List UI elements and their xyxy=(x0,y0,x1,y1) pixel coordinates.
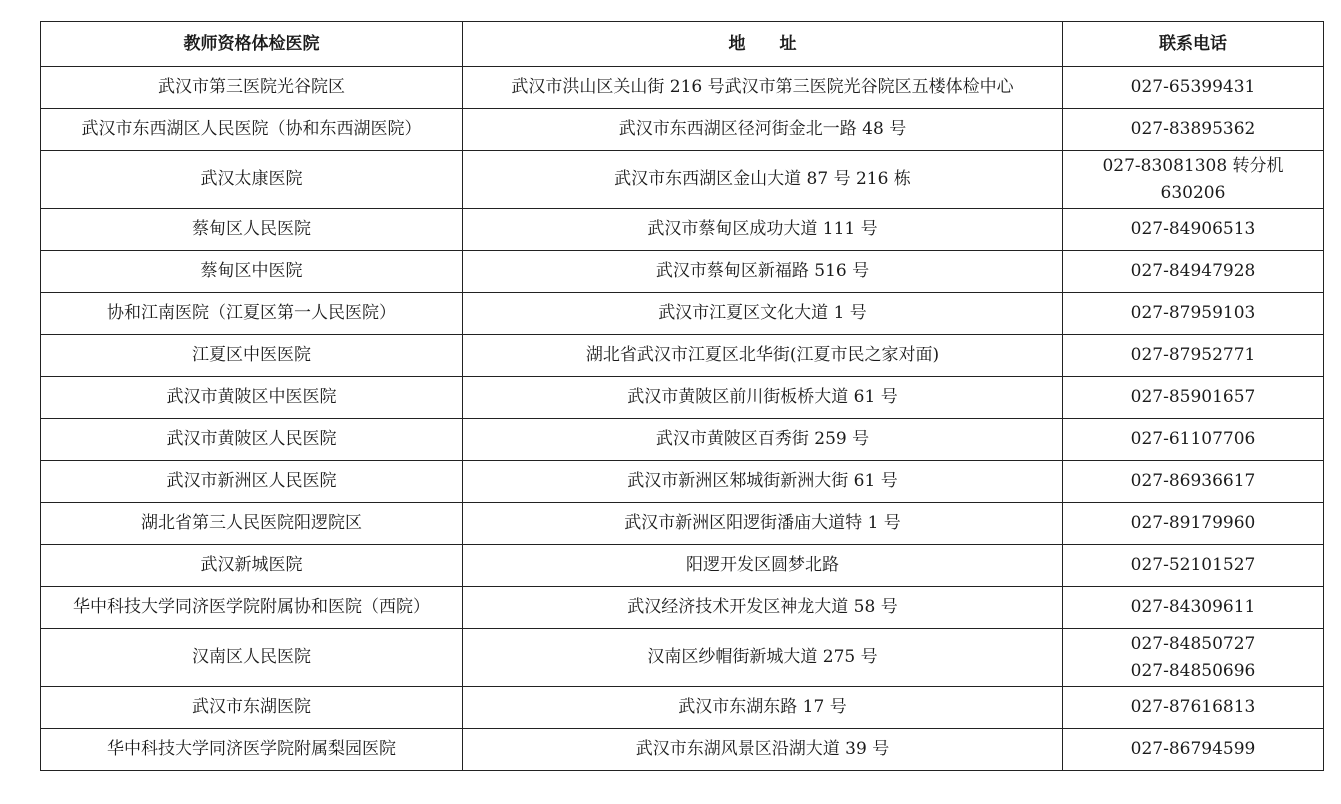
phone-line: 027-89179960 xyxy=(1130,513,1256,533)
cell-phone xyxy=(1063,729,1324,771)
cell-hospital: 武汉市东湖医院 xyxy=(41,687,463,729)
table-row xyxy=(41,335,1324,377)
cell-address: 武汉市江夏区文化大道 1 号 xyxy=(463,293,1063,335)
table-row xyxy=(41,293,1324,335)
cell-address: 武汉市蔡甸区成功大道 111 号 xyxy=(463,209,1063,251)
phone-line: 027-87952771 xyxy=(1130,345,1256,365)
cell-hospital: 湖北省第三人民医院阳逻院区 xyxy=(41,503,463,545)
cell-phone xyxy=(1063,335,1324,377)
cell-phone xyxy=(1063,67,1324,109)
phone-line: 027-84850727 xyxy=(1130,633,1256,654)
table-row xyxy=(41,461,1324,503)
table-row xyxy=(41,377,1324,419)
phone-line: 027-87616813 xyxy=(1130,697,1256,717)
table-row xyxy=(41,251,1324,293)
table-row xyxy=(41,151,1324,209)
cell-address: 武汉市新洲区阳逻街潘庙大道特 1 号 xyxy=(463,503,1063,545)
cell-phone xyxy=(1063,629,1324,687)
cell-address: 武汉市黄陂区百秀街 259 号 xyxy=(463,419,1063,461)
phone-line: 027-86794599 xyxy=(1130,739,1256,759)
cell-address: 武汉市东湖东路 17 号 xyxy=(463,687,1063,729)
cell-phone xyxy=(1063,687,1324,729)
cell-hospital: 汉南区人民医院 xyxy=(41,629,463,687)
cell-address: 武汉市东西湖区径河街金北一路 48 号 xyxy=(463,109,1063,151)
cell-address: 阳逻开发区圆梦北路 xyxy=(463,545,1063,587)
phone-line: 027-84309611 xyxy=(1130,597,1256,617)
phone-line: 027-85901657 xyxy=(1130,387,1256,407)
cell-phone xyxy=(1063,151,1324,209)
cell-phone xyxy=(1063,419,1324,461)
cell-hospital: 武汉市黄陂区中医医院 xyxy=(41,377,463,419)
cell-hospital: 华中科技大学同济医学院附属梨园医院 xyxy=(41,729,463,771)
cell-address: 武汉市东西湖区金山大道 87 号 216 栋 xyxy=(463,151,1063,209)
cell-address: 武汉市东湖风景区沿湖大道 39 号 xyxy=(463,729,1063,771)
phone-line: 027-87959103 xyxy=(1130,303,1256,323)
phone-line: 027-84850696 xyxy=(1130,660,1256,681)
cell-hospital: 协和江南医院（江夏区第一人民医院） xyxy=(41,293,463,335)
cell-address: 武汉市洪山区关山街 216 号武汉市第三医院光谷院区五楼体检中心 xyxy=(463,67,1063,109)
phone-line: 027-84906513 xyxy=(1130,219,1256,239)
table-row xyxy=(41,587,1324,629)
cell-hospital: 武汉市黄陂区人民医院 xyxy=(41,419,463,461)
table-row xyxy=(41,545,1324,587)
header-hospital: 教师资格体检医院 xyxy=(41,22,463,67)
cell-hospital: 江夏区中医医院 xyxy=(41,335,463,377)
cell-phone xyxy=(1063,461,1324,503)
cell-address: 武汉经济技术开发区神龙大道 58 号 xyxy=(463,587,1063,629)
phone-line: 027-52101527 xyxy=(1130,555,1256,575)
cell-hospital: 武汉市新洲区人民医院 xyxy=(41,461,463,503)
cell-hospital: 华中科技大学同济医学院附属协和医院（西院） xyxy=(41,587,463,629)
cell-phone xyxy=(1063,545,1324,587)
phone-line: 027-84947928 xyxy=(1130,261,1256,281)
cell-phone xyxy=(1063,377,1324,419)
cell-hospital: 武汉市第三医院光谷院区 xyxy=(41,67,463,109)
table-row xyxy=(41,419,1324,461)
cell-hospital: 蔡甸区中医院 xyxy=(41,251,463,293)
cell-phone xyxy=(1063,209,1324,251)
table-row xyxy=(41,503,1324,545)
cell-hospital: 武汉太康医院 xyxy=(41,151,463,209)
table-row xyxy=(41,67,1324,109)
cell-address: 武汉市新洲区邾城街新洲大街 61 号 xyxy=(463,461,1063,503)
cell-phone xyxy=(1063,251,1324,293)
cell-phone xyxy=(1063,587,1324,629)
header-phone: 联系电话 xyxy=(1063,22,1324,67)
table-row xyxy=(41,109,1324,151)
table-header-row xyxy=(41,22,1324,67)
cell-address: 汉南区纱帽街新城大道 275 号 xyxy=(463,629,1063,687)
cell-address: 武汉市蔡甸区新福路 516 号 xyxy=(463,251,1063,293)
table-row xyxy=(41,629,1324,687)
phone-line: 027-65399431 xyxy=(1130,77,1256,97)
cell-phone xyxy=(1063,503,1324,545)
cell-address: 湖北省武汉市江夏区北华街(江夏市民之家对面) xyxy=(463,335,1063,377)
cell-phone xyxy=(1063,293,1324,335)
cell-phone xyxy=(1063,109,1324,151)
cell-hospital: 武汉市东西湖区人民医院（协和东西湖医院） xyxy=(41,109,463,151)
table-row xyxy=(41,729,1324,771)
phone-line: 027-61107706 xyxy=(1130,429,1256,449)
cell-hospital: 武汉新城医院 xyxy=(41,545,463,587)
table-row xyxy=(41,687,1324,729)
phone-line: 027-86936617 xyxy=(1130,471,1256,491)
hospital-table xyxy=(40,21,1324,771)
cell-hospital: 蔡甸区人民医院 xyxy=(41,209,463,251)
table-row xyxy=(41,209,1324,251)
phone-line: 027-83895362 xyxy=(1130,119,1256,139)
phone-line: 027-83081308 转分机 xyxy=(1102,155,1284,176)
cell-address: 武汉市黄陂区前川街板桥大道 61 号 xyxy=(463,377,1063,419)
phone-line: 630206 xyxy=(1160,182,1226,203)
table-body xyxy=(41,67,1324,771)
header-address: 地 址 xyxy=(463,22,1063,67)
